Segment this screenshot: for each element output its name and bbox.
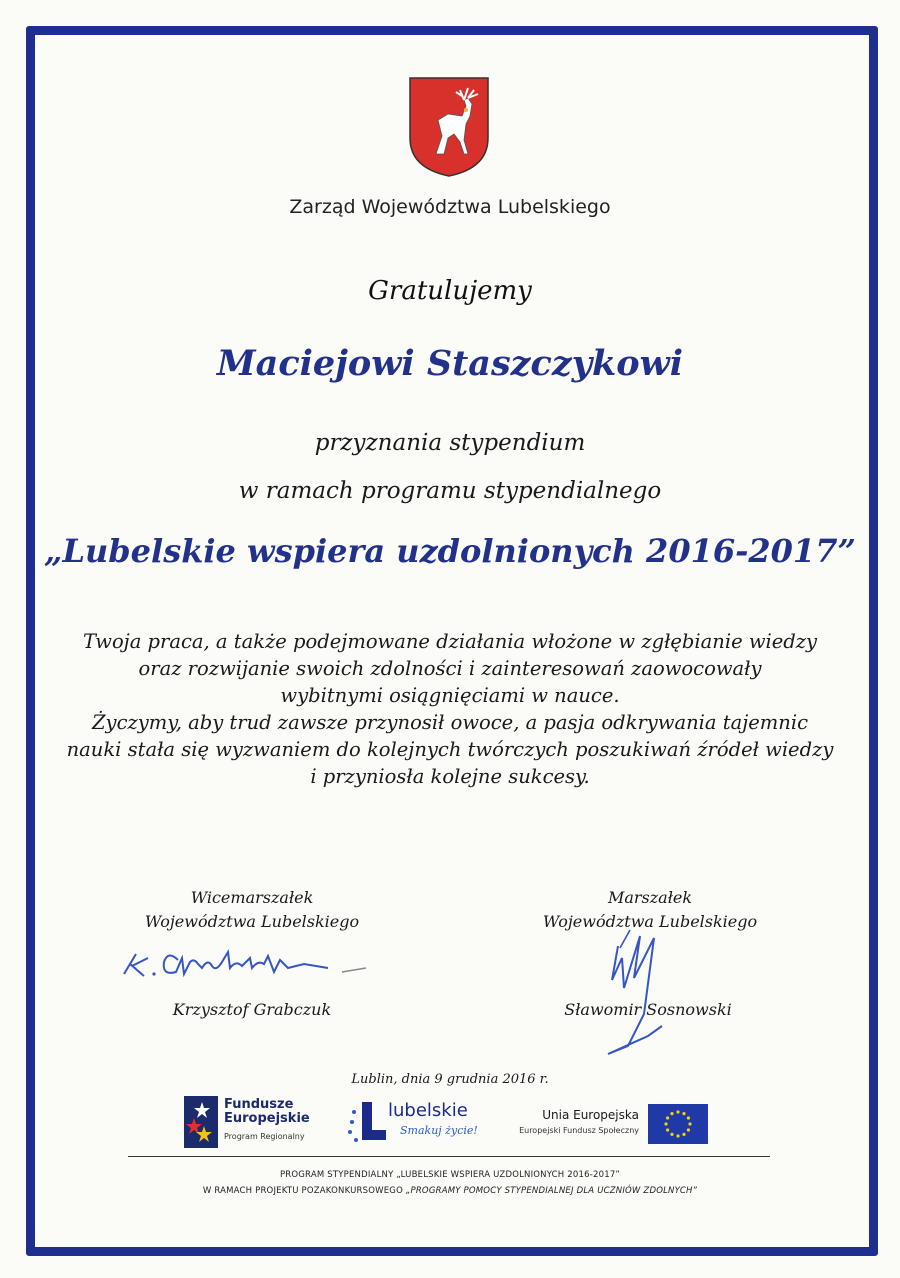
- signature-left-title-2: Województwa Lubelskiego: [144, 912, 360, 931]
- organization-name: Zarząd Województwa Lubelskiego: [289, 196, 611, 218]
- signature-left-name: Krzysztof Grabczuk: [172, 1000, 332, 1019]
- signature-right-title-1: Marszałek: [607, 888, 693, 907]
- fe-title: [224, 1098, 310, 1126]
- signature-left-title-1: Wicemarszałek: [190, 888, 314, 907]
- body-line: oraz rozwijanie swoich zdolności i zainteresowań zaowocowały: [138, 657, 762, 680]
- eu-flag-icon: [648, 1104, 708, 1144]
- handwritten-signature-right: [584, 918, 674, 1058]
- unia-europejska-logo: [505, 1100, 715, 1148]
- fe-line-2: Europejskie: [224, 1111, 310, 1126]
- coat-of-arms-deer-icon: [408, 76, 490, 178]
- footer-divider: [128, 1156, 770, 1157]
- issue-date: Lublin, dnia 9 grudnia 2016 r.: [351, 1072, 549, 1087]
- lubelskie-logo: [344, 1098, 484, 1150]
- lubelskie-slogan: Smakuj życie!: [400, 1124, 478, 1137]
- body-line: wybitnymi osiągnięciami w nauce.: [280, 684, 620, 707]
- footer-line-2-italic: „PROGRAMY POMOCY STYPENDIALNEJ DLA UCZNIÓW ZDOLNYCH”: [405, 1186, 698, 1196]
- body-line: Życzymy, aby trud zawsze przynosił owoce, a pasja odkrywania tajemnic: [92, 711, 808, 734]
- footer-line-2-prefix: W RAMACH PROJEKTU POZAKONKURSOWEGO: [202, 1186, 406, 1196]
- ue-name: Unia Europejska: [542, 1108, 639, 1122]
- lubelskie-name: lubelskie: [388, 1100, 468, 1121]
- ue-subtitle: Europejski Fundusz Społeczny: [519, 1126, 639, 1135]
- body-line: i przyniosła kolejne sukcesy.: [310, 765, 590, 788]
- signature-left-title: [102, 886, 402, 934]
- certificate-body: [0, 628, 900, 790]
- fundusze-europejskie-logo: [184, 1096, 324, 1152]
- award-line-1: przyznania stypendium: [314, 430, 586, 456]
- footer-line-1: PROGRAM STYPENDIALNY „LUBELSKIE WSPIERA UZDOLNIONYCH 2016-2017”: [279, 1170, 621, 1180]
- recipient-name: Maciejowi Staszczykowi: [216, 343, 684, 384]
- fe-subtitle: Program Regionalny: [224, 1132, 305, 1141]
- body-line: nauki stała się wyzwaniem do kolejnych twórczych poszukiwań źródeł wiedzy: [66, 738, 834, 761]
- handwritten-signature-left: [118, 938, 378, 986]
- fe-line-1: Fundusze: [224, 1097, 294, 1112]
- greeting: Gratulujemy: [368, 276, 532, 306]
- body-line: Twoja praca, a także podejmowane działania włożone w zgłębianie wiedzy: [82, 630, 818, 653]
- lubelskie-l-icon: [344, 1100, 390, 1146]
- award-line-2: w ramach programu stypendialnego: [238, 478, 662, 504]
- signature-right-title-2: Województwa Lubelskiego: [542, 912, 758, 931]
- program-title: „Lubelskie wspiera uzdolnionych 2016-2017”: [44, 532, 856, 570]
- footer-line-2: [0, 1186, 900, 1196]
- fundusze-europejskie-icon: [184, 1096, 220, 1148]
- signature-right-name: Sławomir Sosnowski: [564, 1000, 732, 1019]
